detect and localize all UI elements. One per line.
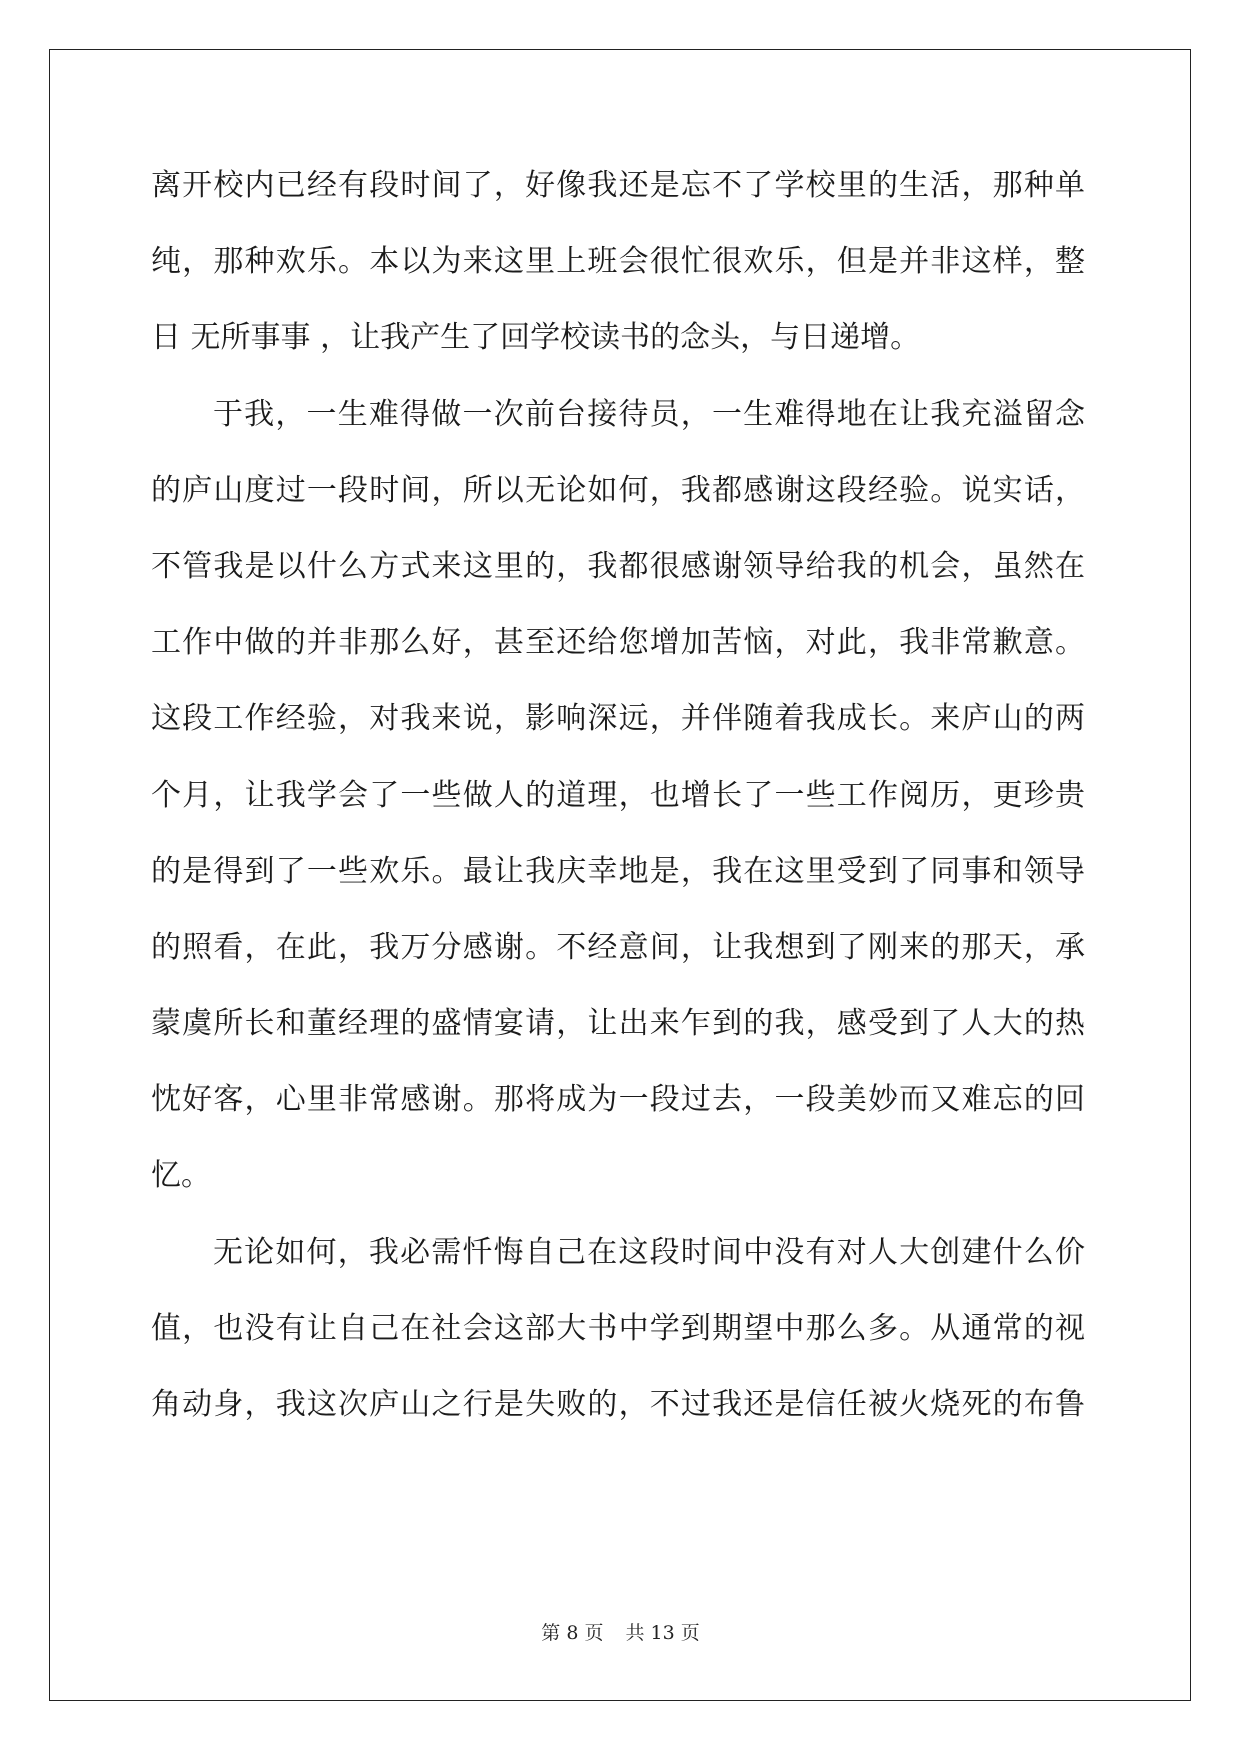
text-line: 于我，一生难得做一次前台接待员，一生难得地在让我充溢留念 — [213, 396, 1085, 432]
text-line: 忆。 — [151, 1158, 211, 1194]
text-line: 的是得到了一些欢乐。最让我庆幸地是，我在这里受到了同事和领导 — [151, 853, 1085, 889]
text-line: 个月，让我学会了一些做人的道理，也增长了一些工作阅历，更珍贵 — [151, 777, 1085, 813]
text-line: 无论如何，我必需忏悔自己在这段时间中没有对人大创建什么价 — [213, 1234, 1085, 1270]
page-total: 共 13 页 — [625, 1622, 700, 1644]
text-line: 纯，那种欢乐。本以为来这里上班会很忙很欢乐，但是并非这样，整 — [151, 244, 1085, 280]
text-line: 离开校内已经有段时间了，好像我还是忘不了学校里的生活，那种单 — [151, 168, 1085, 203]
text-line: 值，也没有让自己在社会这部大书中学到期望中那么多。从通常的视 — [151, 1310, 1085, 1346]
text-line: 日 无所事事 ，让我产生了回学校读书的念头，与日递增。 — [151, 320, 921, 356]
document-body — [151, 160, 1085, 1455]
text-line: 忱好客，心里非常感谢。那将成为一段过去，一段美妙而又难忘的回 — [151, 1082, 1085, 1118]
text-line: 这段工作经验，对我来说，影响深远，并伴随着我成长。来庐山的两 — [151, 701, 1085, 737]
text-line: 不管我是以什么方式来这里的，我都很感谢领导给我的机会，虽然在 — [151, 548, 1085, 584]
text-line: 工作中做的并非那么好，甚至还给您增加苦恼，对此，我非常歉意。 — [151, 625, 1085, 661]
page-footer — [0, 1618, 1241, 1645]
text-line: 角动身，我这次庐山之行是失败的，不过我还是信任被火烧死的布鲁 — [151, 1387, 1085, 1422]
text-line: 的照看，在此，我万分感谢。不经意间，让我想到了刚来的那天，承 — [151, 929, 1085, 965]
text-line: 的庐山度过一段时间，所以无论如何，我都感谢这段经验。说实话， — [151, 472, 1085, 508]
page-number: 第 8 页 — [541, 1622, 604, 1644]
text-line: 蒙虞所长和董经理的盛情宴请，让出来乍到的我，感受到了人大的热 — [151, 1006, 1085, 1042]
